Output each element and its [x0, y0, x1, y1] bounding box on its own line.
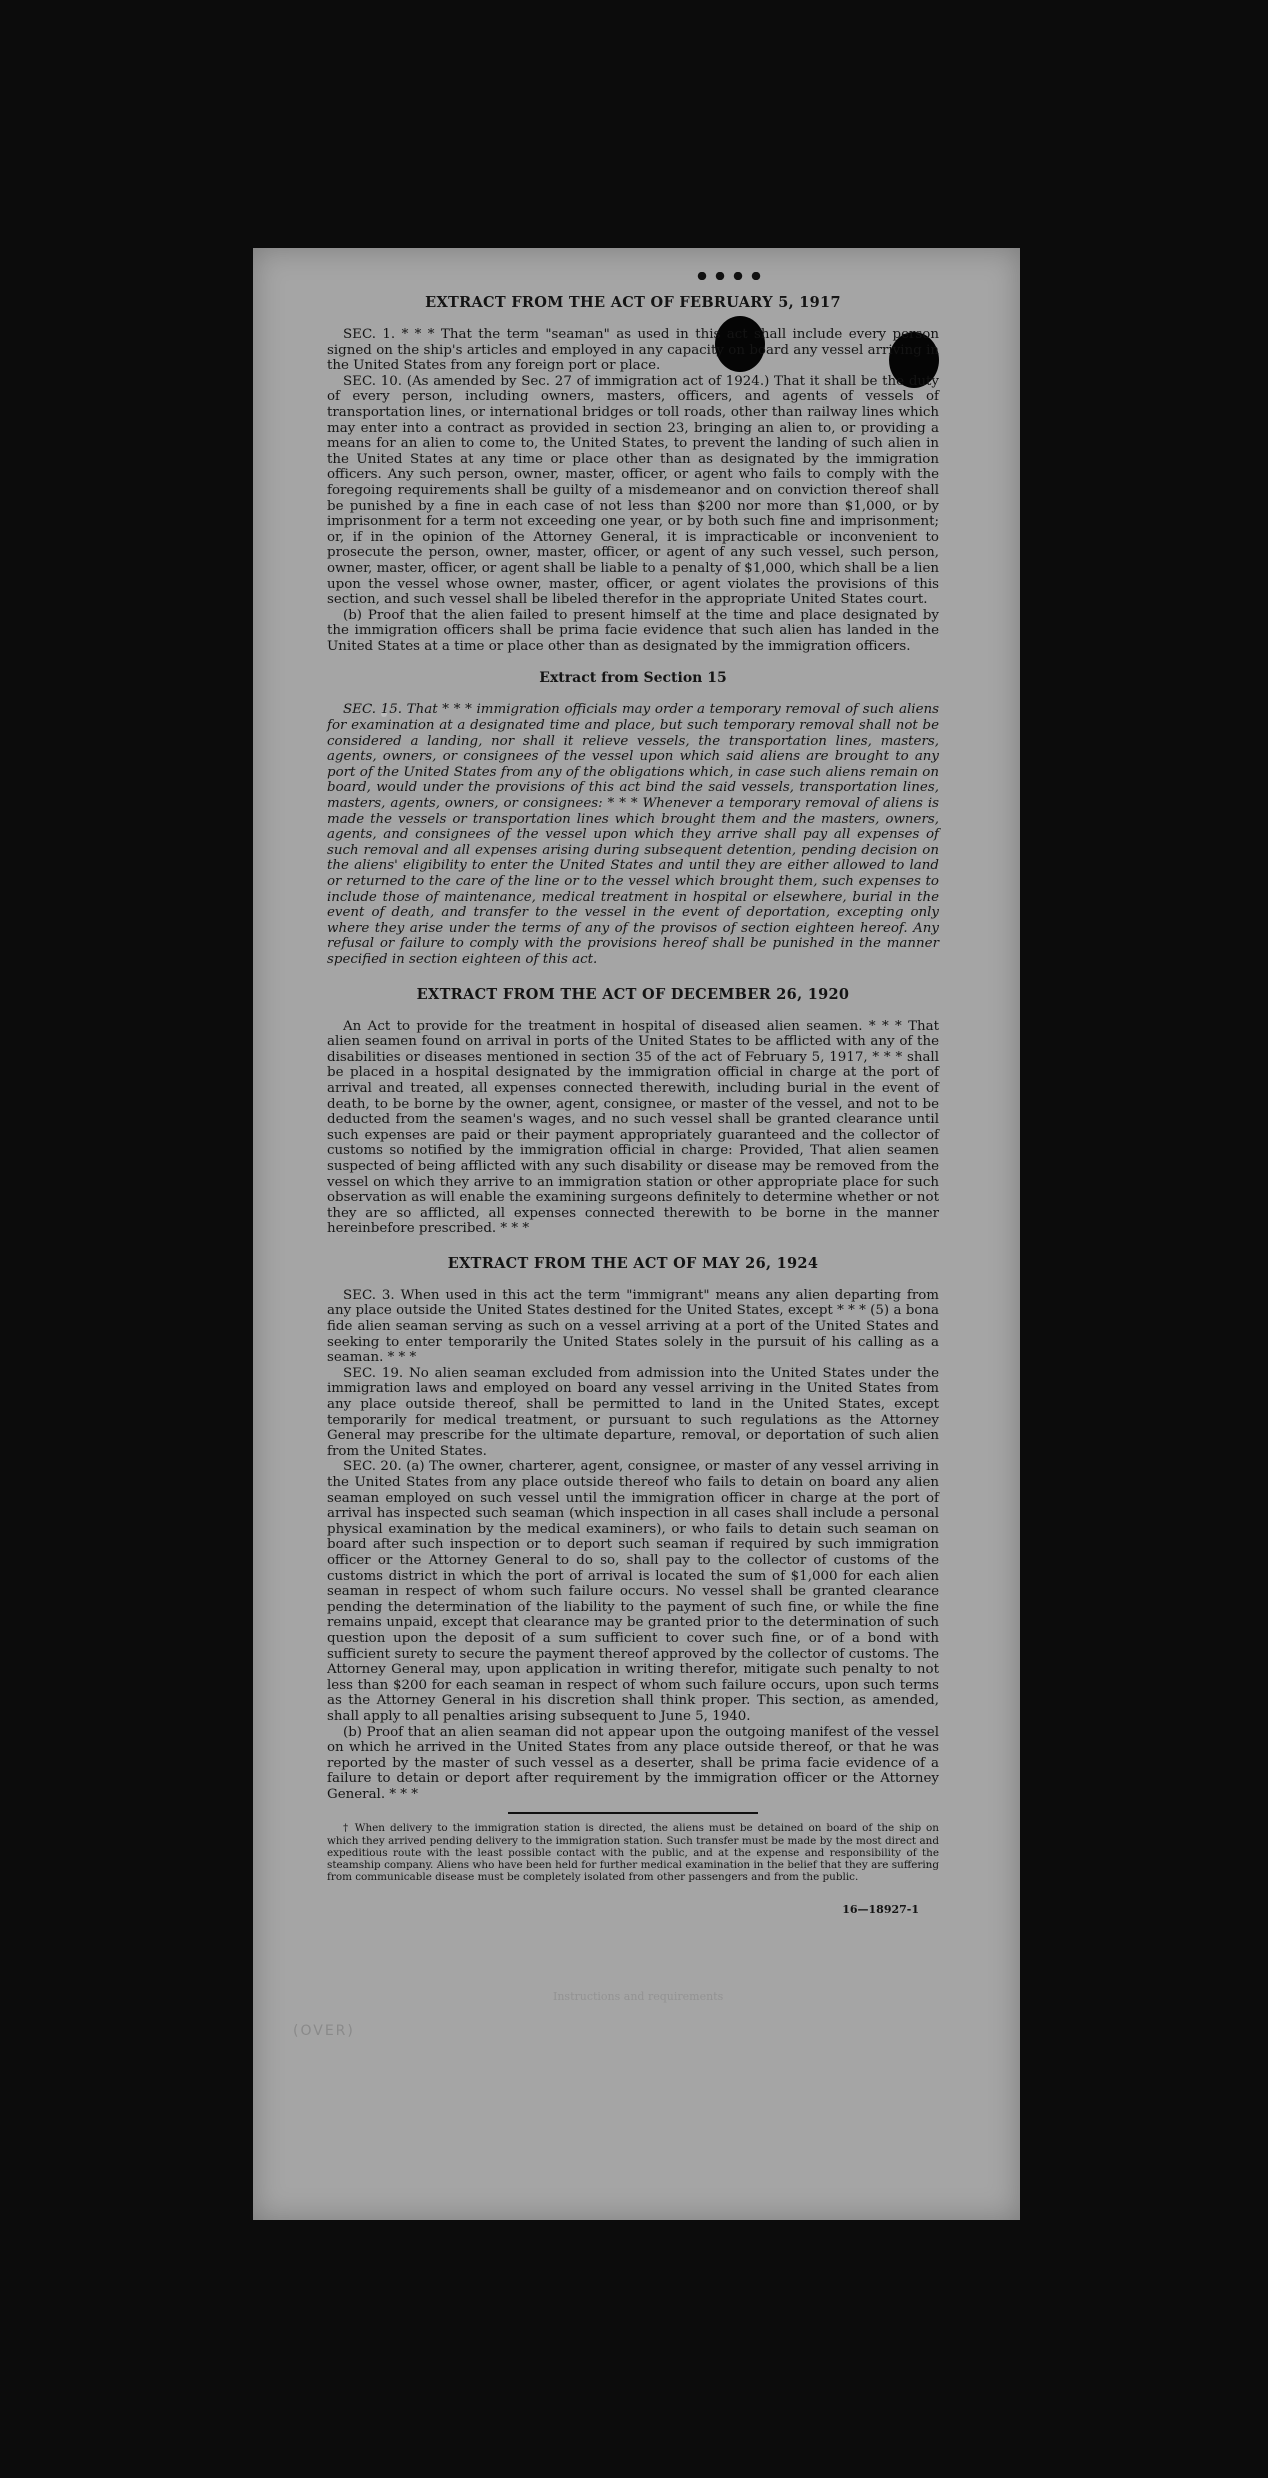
- heading-act-1917: EXTRACT FROM THE ACT OF FEBRUARY 5, 1917: [425, 294, 841, 311]
- act-1920-text: An Act to provide for the treatment in hospital of diseased alien seamen. * * * That alien seamen found on arrival in ports of the United States to be afflicted with any of the disabilities or diseases mentioned in section 35 of the act of February 5, 1917, * * * shall be placed in a hospital designated by the immigration official in charge at the port of arrival and treated, all expenses connected therewith, including burial in the event of death, to be borne by the owner, agent, consignee, or master of the vessel, and not to be deducted from the seamen's wages, and no such vessel shall be granted clearance until such expenses are paid or their payment appropriately guaranteed and the collector of customs so notified by the immigration official in charge: Provided, That alien seamen suspected of being afflicted with any such disability or disease may be removed from the vessel on which they arrive to an immigration station or other appropriate place for such observation as will enable the examining surgeons definitely to determine whether or not they are so afflicted, all expenses connected therewith to be borne in the manner hereinbefore prescribed. * * *: [327, 1018, 939, 1237]
- bleed-through-over: (OVER): [293, 2023, 355, 2039]
- document-page: [253, 248, 1020, 2220]
- section-20-b: (b) Proof that an alien seaman did not appear upon the outgoing manifest of the vessel on which he arrived in the United States from any place outside thereof, or that he was reported by the master of such vessel as a deserter, shall be prima facie evidence of a failure to detain or deport after requirement by the immigration officer or the Attorney General. * * *: [327, 1724, 939, 1802]
- section-19: SEC. 19. No alien seaman excluded from admission into the United States under the immigration laws and employed on board any vessel arriving in the United States from any place outside thereof, shall be permitted to land in the United States, except temporarily for medical treatment, or pursuant to such regulations as the Attorney General may prescribe for the ultimate departure, removal, or deportation of such alien from the United States.: [327, 1365, 939, 1459]
- punch-marks: [693, 272, 763, 280]
- section-10-b: (b) Proof that the alien failed to present himself at the time and place designated by the immigration officers shall be prima facie evidence that such alien has landed in the United States at a time or place other than as designated by the immigration officers.: [327, 607, 939, 654]
- footnote: † When delivery to the immigration station is directed, the aliens must be detained on board of the ship on which they arrived pending delivery to the immigration station. Such transfer must be made by the most direct and expeditious route with the least possible contact with the public, and at the expense and responsibility of the steamship company. Aliens who have been held for further medical examination in the belief that they are suffering from communicable disease must be completely isolated from other passengers and from the public.: [327, 1822, 939, 1884]
- heading-section-15: Extract from Section 15: [539, 670, 727, 687]
- heading-act-1920: EXTRACT FROM THE ACT OF DECEMBER 26, 1920: [416, 985, 850, 1003]
- section-20: SEC. 20. (a) The owner, charterer, agent, consignee, or master of any vessel arriving in the United States from any place outside thereof who fails to detain on board any alien seaman employed on such vessel until the immigration officer in charge at the port of arrival has inspected such seaman (which inspection in all cases shall include a personal physical examination by the medical examiners), or who fails to detain such seaman on board after such inspection or to deport such seaman if required by such immigration officer or the Attorney General to do so, shall pay to the collector of customs of the customs district in which the port of arrival is located the sum of $1,000 for each alien seaman in respect of whom such failure occurs. No vessel shall be granted clearance pending the determination of the liability to the payment of such fine, or while the fine remains unpaid, except that clearance may be granted prior to the determination of such question upon the deposit of a sum sufficient to cover such fine, or of a bond with sufficient surety to secure the payment thereof approved by the collector of customs. The Attorney General may, upon application in writing therefor, mitigate such penalty to not less than $200 for each seaman in respect of whom such failure occurs, upon such terms as the Attorney General in his discretion shall think proper. This section, as amended, shall apply to all penalties arising subsequent to June 5, 1940.: [327, 1459, 939, 1724]
- bleed-through-text: Instructions and requirements: [553, 1990, 724, 2003]
- heading-act-1924: EXTRACT FROM THE ACT OF MAY 26, 1924: [447, 1254, 819, 1272]
- form-number: 16—18927-1: [842, 1903, 919, 1917]
- section-3: SEC. 3. When used in this act the term "immigrant" means any alien departing from any place outside the United States destined for the United States, except * * * (5) a bona fide alien seaman serving as such on a vessel arriving at a port of the United States and seeking to enter temporarily the United States solely in the pursuit of his calling as a seaman. * * *: [327, 1287, 939, 1366]
- section-1: SEC. 1. * * * That the term "seaman" as used in this act shall include every person signed on the ship's articles and employed in any capacity on board any vessel arriving in the United States from any foreign port or place.: [327, 327, 939, 374]
- footnote-rule: [508, 1812, 758, 1814]
- document-body: [327, 294, 939, 1916]
- section-10: SEC. 10. (As amended by Sec. 27 of immigration act of 1924.) That it shall be the duty of every person, including owners, masters, officers, and agents of vessels of transportation lines, or international bridges or toll roads, other than railway lines which may enter into a contract as provided in section 23, bringing an alien to, or providing a means for an alien to come to, the United States, to prevent the landing of such alien in the United States at any time or place other than as designated by the immigration officers. Any such person, owner, master, officer, or agent who fails to comply with the foregoing requirements shall be guilty of a misdemeanor and on conviction thereof shall be punished by a fine in each case of not less than $200 nor more than $1,000, or by imprisonment for a term not exceeding one year, or by both such fine and imprisonment; or, if in the opinion of the Attorney General, it is impracticable or inconvenient to prosecute the person, owner, master, officer, or agent of any such vessel, such person, owner, master, officer, or agent shall be liable to a penalty of $1,000, which shall be a lien upon the vessel whose owner, master, officer, or agent violates the provisions of this section, and such vessel shall be libeled therefor in the appropriate United States court.: [327, 373, 939, 608]
- section-15: SEC. 15. That * * * immigration officials may order a temporary removal of such aliens for examination at a designated time and place, but such temporary removal shall not be considered a landing, nor shall it relieve vessels, the transportation lines, masters, agents, owners, or consignees of the vessel upon which said aliens are brought to any port of the United States from any of the obligations which, in case such aliens remain on board, would under the provisions of this act bind the said vessels, transportation lines, masters, agents, owners, or consignees: * * * Whenever a temporary removal of aliens is made the vessels or transportation lines which brought them and the masters, owners, agents, and consignees of the vessel upon which they arrive shall pay all expenses of such removal and all expenses arising during subsequent detention, pending decision on the aliens' eligibility to enter the United States and until they are either allowed to land or returned to the care of the line or to the vessel which brought them, such expenses to include those of maintenance, medical treatment in hospital or elsewhere, burial in the event of death, and transfer to the vessel in the event of deportation, excepting only where they arise under the terms of any of the provisos of section eighteen hereof. Any refusal or failure to comply with the provisions hereof shall be punished in the manner specified in section eighteen of this act.: [327, 702, 939, 967]
